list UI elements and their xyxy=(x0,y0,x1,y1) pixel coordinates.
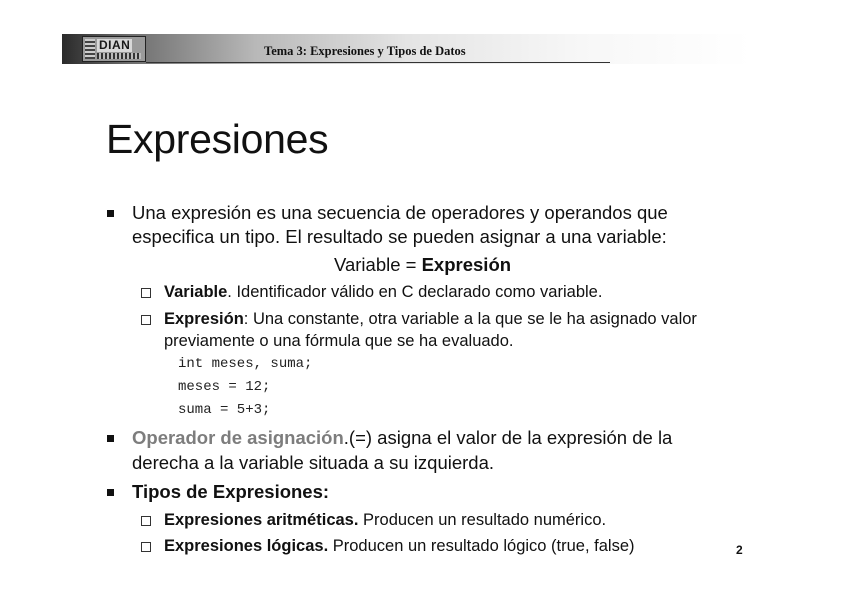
sub-expresion-line2: previamente o una fórmula que se ha evaluado. xyxy=(164,332,514,350)
sub-logicas xyxy=(164,535,635,557)
sub-aritmeticas xyxy=(164,509,606,531)
bullet2-line1 xyxy=(132,426,672,450)
header-underline xyxy=(146,62,610,63)
bullet2-term: Operador de asignación xyxy=(132,427,344,448)
header-title: Tema 3: Expresiones y Tipos de Datos xyxy=(264,44,466,58)
formula xyxy=(334,253,511,277)
code-line: suma = 5+3; xyxy=(178,402,271,418)
page-number: 2 xyxy=(736,543,743,557)
bullet2-line2: derecha a la variable situada a su izquierda. xyxy=(132,452,495,473)
bullet-marker xyxy=(107,210,114,217)
formula-bold: Expresión xyxy=(421,254,512,275)
sub-bullet-marker xyxy=(141,516,151,526)
code-line: meses = 12; xyxy=(178,379,271,395)
dian-logo xyxy=(82,36,146,62)
logo-subtext xyxy=(97,53,141,59)
code-line: int meses, suma; xyxy=(178,356,313,372)
sub-expresion xyxy=(164,308,697,330)
bullet2-text: .(=) asigna el valor de la expresión de la xyxy=(343,427,673,448)
logo-pattern xyxy=(85,39,95,59)
logo-text: DIAN xyxy=(99,38,131,52)
sub-bullet-marker xyxy=(141,288,151,298)
sub-variable xyxy=(164,281,602,303)
bullet-marker xyxy=(107,435,114,442)
bullet-marker xyxy=(107,489,114,496)
sub-aritmeticas-term: Expresiones aritméticas. xyxy=(164,511,359,529)
sub-expresion-text: : Una constante, otra variable a la que se le ha asignado valor xyxy=(243,310,697,328)
sub-aritmeticas-text: Producen un resultado numérico. xyxy=(358,511,607,529)
bullet1-line1: Una expresión es una secuencia de operadores y operandos que xyxy=(132,202,668,223)
sub-logicas-term: Expresiones lógicas. xyxy=(164,537,329,555)
sub-bullet-marker xyxy=(141,315,151,325)
sub-bullet-marker xyxy=(141,542,151,552)
bullet3-title: Tipos de Expresiones: xyxy=(132,481,330,502)
formula-left: Variable = xyxy=(334,254,422,275)
sub-variable-text: . Identificador válido en C declarado como variable. xyxy=(227,283,603,301)
bullet1-line2: especifica un tipo. El resultado se pueden asignar a una variable: xyxy=(132,226,667,247)
sub-variable-term: Variable xyxy=(164,283,228,301)
slide-title: Expresiones xyxy=(106,116,329,162)
sub-expresion-term: Expresión xyxy=(164,310,244,328)
sub-logicas-text: Producen un resultado lógico (true, false) xyxy=(328,537,635,555)
